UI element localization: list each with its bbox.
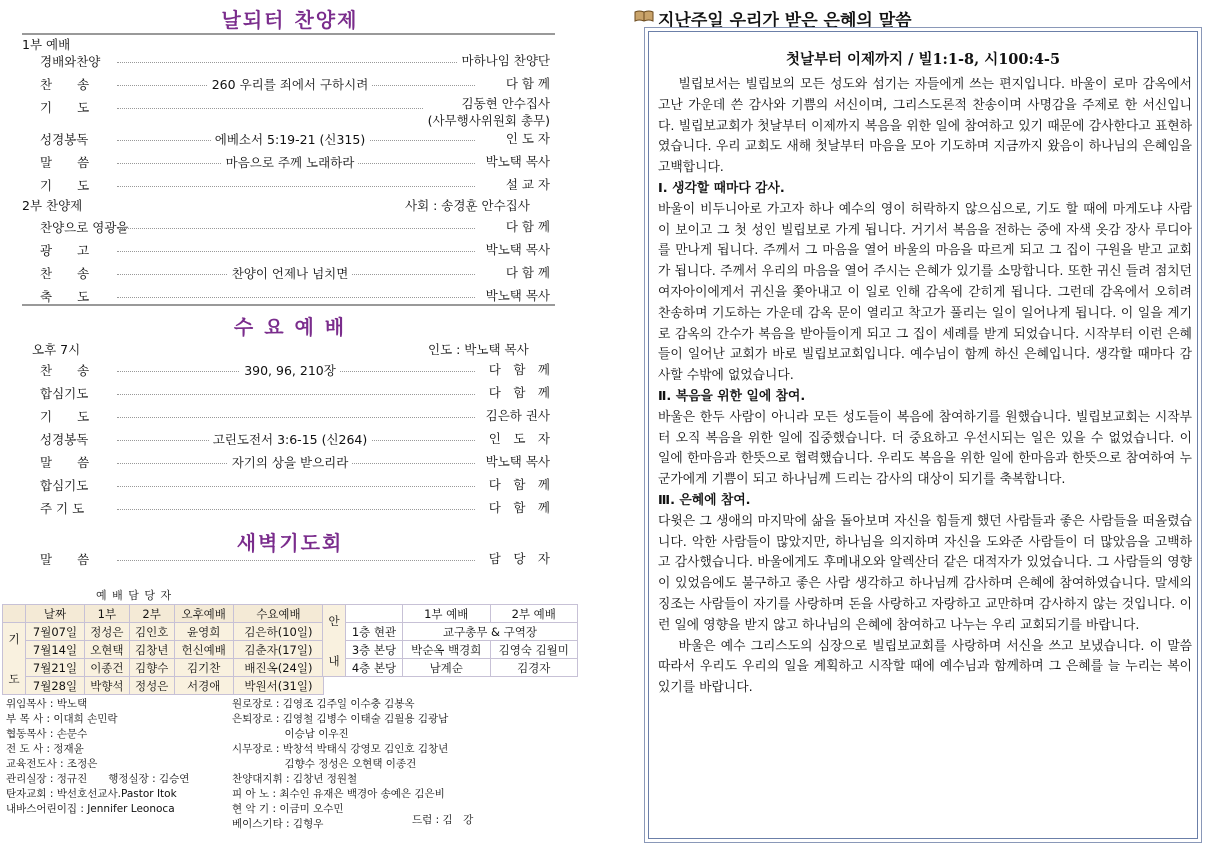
table-cell: 7월14일: [26, 641, 85, 659]
table-cell: 정성은: [84, 623, 129, 641]
item-leader: 다 함 께: [485, 476, 550, 493]
item-label: 찬 송: [40, 266, 90, 281]
section-heading: Ⅰ. 생각할 때마다 감사.: [658, 180, 785, 196]
table-cell: 7월21일: [26, 659, 85, 677]
dotted-leader: [117, 560, 475, 561]
item-leader: 마하나임 찬양단: [458, 52, 551, 69]
item-detail: 260 우리를 죄에서 구하시려: [208, 75, 373, 95]
service-row: [22, 218, 550, 238]
item-leader: 다 함 께: [502, 218, 550, 235]
item-leader: 인 도 자: [485, 430, 550, 447]
wednesday-title: 수 요 예 배: [233, 315, 347, 339]
item-label: 성경봉독: [40, 432, 89, 447]
table-cell: 헌신예배: [174, 641, 233, 659]
item-label: 합심기도: [40, 478, 89, 493]
item-label: 말 씀: [40, 552, 90, 567]
wednesday-leader: 인도 : 박노택 목사: [428, 342, 529, 357]
item-label: 축 도: [40, 289, 90, 304]
service-row: [22, 453, 550, 473]
table-cell: 정성은: [129, 677, 174, 695]
dotted-leader: [117, 394, 475, 395]
item-label: 기 도: [40, 100, 90, 115]
table-cell: 이종건: [84, 659, 129, 677]
item-label: 광 고: [40, 243, 90, 258]
item-label: 성경봉독: [40, 132, 89, 147]
table-cell: 4층 본당: [346, 659, 403, 677]
sermon-box: [648, 31, 1198, 839]
duty-side-label: 도: [8, 671, 20, 686]
service-row: [22, 176, 550, 196]
table-cell: 교구총무 & 구역장: [403, 623, 578, 641]
item-leader: 다 함 께: [485, 384, 550, 401]
item-leader: 설 교 자: [502, 176, 550, 193]
service-row: [22, 241, 550, 261]
item-detail: 찬양이 언제나 넘치면: [228, 264, 353, 284]
item-leader: 인 도 자: [502, 130, 550, 147]
part2-label: 2부 찬양제: [22, 198, 83, 213]
item-label: 주 기 도: [40, 501, 85, 516]
service-row: [22, 96, 550, 128]
item-leader: 김동현 안수집사 (사무행사위원회 총무): [424, 95, 550, 129]
table-cell: 박순옥 백경희: [403, 641, 491, 659]
paragraph: 바울은 한두 사람이 아니라 모든 성도들이 복음에 참여하기를 원했습니다. 빌립보교회는 시작부터 오직 복음을 위한 일에 집중했습니다. 더 중요하고 우선시되는 일은 있을 수 없었습니다. 이 일에 한마음과 한뜻으로 협력했습니다. 우리도 복음을 위한 일에 한마음과 한뜻으로 참여하여 누군가에게 기쁨이 되고 하나님께 드리는 감사의 대상이 되기를 축복합니다.: [658, 409, 1192, 488]
table-cell: 박향석: [84, 677, 129, 695]
item-detail: 마음으로 주께 노래하라: [222, 153, 359, 173]
table-cell: 배진옥(24일): [233, 659, 323, 677]
divider: [22, 33, 555, 35]
duty-header: 수요예배: [233, 605, 323, 623]
item-leader: 다 함 께: [485, 499, 550, 516]
wednesday-time: 오후 7시: [32, 342, 81, 357]
table-cell: 김향수: [129, 659, 174, 677]
duty-header: 날짜: [26, 605, 85, 623]
divider: [22, 304, 555, 306]
service-row: [22, 52, 550, 72]
item-detail: 자기의 상을 받으리라: [228, 453, 353, 473]
duty-table: [2, 604, 324, 695]
item-leader: 다 함 께: [485, 361, 550, 378]
service-row: [22, 476, 550, 496]
sermon-header: 지난주일 우리가 받은 은혜의 말씀: [658, 11, 912, 31]
duty-caption: 예 배 담 당 자: [96, 589, 173, 602]
table-cell: 3층 본당: [346, 641, 403, 659]
left-page: [0, 0, 580, 849]
guide-table: [322, 604, 578, 677]
dotted-leader: [117, 228, 475, 229]
table-cell: 7월28일: [26, 677, 85, 695]
table-cell: 박원서(31일): [233, 677, 323, 695]
duty-header: 2부: [129, 605, 174, 623]
service-row: [22, 550, 550, 570]
right-page: [618, 0, 1217, 849]
guide-side-label: 안: [328, 613, 340, 628]
item-label: 찬 송: [40, 77, 90, 92]
dotted-leader: [117, 297, 475, 298]
staff-list-1: 위임목사 : 박노택 부 목 사 : 이대희 손민락 협동목사 : 손문수 전 도 사 : 정재윤 교육전도사 : 조정은 관리실장 : 정규진 행정실장 : 김승연 탄자교회 : 박선호선교사.Pastor Itok 내바스어린이집 : Jennifer Leonoca: [6, 698, 190, 815]
service-row: [22, 384, 550, 404]
section-heading: Ⅱ. 복음을 위한 일에 참여.: [658, 388, 806, 404]
section-heading: Ⅲ. 은혜에 참여.: [658, 492, 751, 508]
paragraph: 다윗은 그 생애의 마지막에 삶을 돌아보며 자신을 힘들게 했던 사람들과 좋은 사람들을 떠올렸습니다. 악한 사람들이 많았지만, 하나님을 의지하며 자신을 도와준 사람들이 더 많았음을 고백하고 감사했습니다. 바울에게도 후메내오와 알렉산더 같은 대적자가 있었습니다. 그 사람들의 영향이 있었음에도 불구하고 좋은 사람 생각하고 하나님께 감사하며 은혜에 참여하였습니다. 말세의 징조는 사람들이 자기를 사랑하며 돈을 사랑하고 자랑하고 교만하며 감사하지 않는 것입니다. 이런 일에 영향을 받지 않고 하나님의 은혜에 참여하고 나누는 우리 교회되기를 바랍니다.: [658, 513, 1192, 633]
dotted-leader: [117, 186, 475, 187]
item-leader: 다 함 께: [502, 264, 550, 281]
paragraph: 바울은 예수 그리스도의 심장으로 빌립보교회를 사랑하며 서신을 쓰고 보냈습니다. 이 말씀 따라서 우리도 우리의 일을 계획하고 시작할 때에 예수님과 함께하며 그 은혜를 늘 누리는 복이 있기를 바랍니다.: [658, 638, 1192, 696]
dotted-leader: [117, 108, 475, 109]
duty-header: 1부: [84, 605, 129, 623]
service-row: [22, 499, 550, 519]
part2-host: 사회 : 송경훈 안수집사: [405, 198, 530, 213]
duty-side-label: 기: [8, 631, 20, 646]
item-label: 말 씀: [40, 155, 90, 170]
item-label: 경배와찬양: [40, 54, 101, 69]
staff-drum: 드럼 : 김 강: [412, 814, 474, 826]
table-cell: 김인호: [129, 623, 174, 641]
table-cell: 남계순: [403, 659, 491, 677]
table-cell: 1층 현관: [346, 623, 403, 641]
dotted-leader: [117, 251, 475, 252]
service-row: [22, 407, 550, 427]
table-cell: 김경자: [490, 659, 578, 677]
dotted-leader: [117, 486, 475, 487]
item-leader: 박노택 목사: [482, 287, 550, 304]
guide-header: 1부 예배: [403, 605, 491, 623]
dotted-leader: [117, 509, 475, 510]
sermon-body: [658, 75, 1192, 699]
item-leader: 담 당 자: [485, 550, 550, 567]
item-label: 기 도: [40, 409, 90, 424]
item-label: 찬 송: [40, 363, 90, 378]
item-detail: 390, 96, 210장: [240, 361, 340, 381]
staff-list-2: 원로장로 : 김영조 김주일 이수충 김봉옥 은퇴장로 : 김영철 김병수 이태술 김월용 김광남 이승남 이우진 시무장로 : 박창석 박태식 강영모 김인호 김창년 김향수 정성은 오현택 이종건 찬양대지휘 : 김창년 정원철 피 아 노 : 최수인 유재은 백경아 송예은 김은비 현 악 기 : 이금미 오수민 베이스기타 : 김형우: [232, 698, 449, 830]
duty-header: 오후예배: [174, 605, 233, 623]
service-row: [22, 75, 550, 95]
table-cell: 오현택: [84, 641, 129, 659]
item-label: 찬양으로 영광을: [40, 220, 129, 235]
item-label: 기 도: [40, 178, 90, 193]
part1-label: 1부 예배: [22, 37, 71, 52]
item-leader: 박노택 목사: [482, 453, 550, 470]
item-leader: 박노택 목사: [482, 153, 550, 170]
guide-side-label: 내: [328, 653, 340, 668]
table-cell: 윤영희: [174, 623, 233, 641]
dotted-leader: [117, 417, 475, 418]
sunday-title: 날되터 찬양제: [221, 8, 359, 32]
item-leader: 박노택 목사: [482, 241, 550, 258]
table-cell: 김기찬: [174, 659, 233, 677]
sermon-title: 첫날부터 이제까지 / 빌1:1-8, 시100:4-5: [785, 51, 1061, 68]
table-cell: 7월07일: [26, 623, 85, 641]
item-detail: 고린도전서 3:6-15 (신264): [209, 430, 372, 450]
item-label: 합심기도: [40, 386, 89, 401]
item-leader: 김은하 권사: [482, 407, 550, 424]
item-leader: 다 함 께: [502, 75, 550, 92]
item-label: 말 씀: [40, 455, 90, 470]
table-cell: 김영숙 김월미: [490, 641, 578, 659]
dotted-leader: [117, 62, 475, 63]
dawn-title: 새벽기도회: [236, 531, 344, 555]
item-detail: 에베소서 5:19-21 (신315): [211, 130, 369, 150]
service-row: [22, 361, 550, 381]
paragraph: 바울이 비두니아로 가고자 하나 예수의 영이 허락하지 않으심으로, 기도 할 때에 마게도냐 사람이 보이고 그 첫 성인 빌립보로 가게 됩니다. 거기서 복음을 전하는 중에 자색 옷감 장사 루디아를 만나게 됩니다. 주께서 그 마음을 열어 바울의 마음을 따르게 되고 그 집이 구원을 받고 교회가 됩니다. 주께서 우리의 마음을 열어 주시는 은혜가 있기를 소망합니다. 또한 귀신 들려 점치던 여자아이에게서 귀신을 쫓아내고 이 일로 인해 감옥에 갇히게 됩니다. 그런데 감옥에서 오히려 찬송하며 기도하는 가운데 감옥 문이 열리고 착고가 풀리는 일이 일어나게 됩니다. 이 일을 계기로 감옥의 간수가 복음을 받아들이게 되고 그 집이 세례를 받게 되었습니다. 시작부터 이런 은혜들이 일어난 교회가 바로 빌립보교회입니다. 예수님이 함께 하신 은혜입니다. 생각할 때마다 감사할 수밖에 없었습니다.: [658, 201, 1192, 384]
service-row: [22, 153, 550, 173]
table-cell: 서경애: [174, 677, 233, 695]
table-cell: 김은하(10일): [233, 623, 323, 641]
paragraph: 빌립보서는 빌립보의 모든 성도와 섬기는 자들에게 쓰는 편지입니다. 바울이 로마 감옥에서 고난 가운데 쓴 감사와 기쁨의 서신이며, 그리스도론적 찬송이며 사명감을 주제로 한 서신입니다. 빌립보교회가 첫날부터 이제까지 복음을 위한 일에 참여하고 있기 때문에 감사한다고 표현하였습니다. 우리 교회도 새해 첫날부터 마음을 모아 기도하며 지금까지 왔음이 하나님의 은혜임을 고백합니다.: [658, 77, 1192, 176]
guide-header: 2부 예배: [490, 605, 578, 623]
book-icon: [634, 10, 654, 22]
table-cell: 김창년: [129, 641, 174, 659]
service-row: [22, 130, 550, 150]
service-row: [22, 430, 550, 450]
table-cell: 김춘자(17일): [233, 641, 323, 659]
service-row: [22, 264, 550, 284]
